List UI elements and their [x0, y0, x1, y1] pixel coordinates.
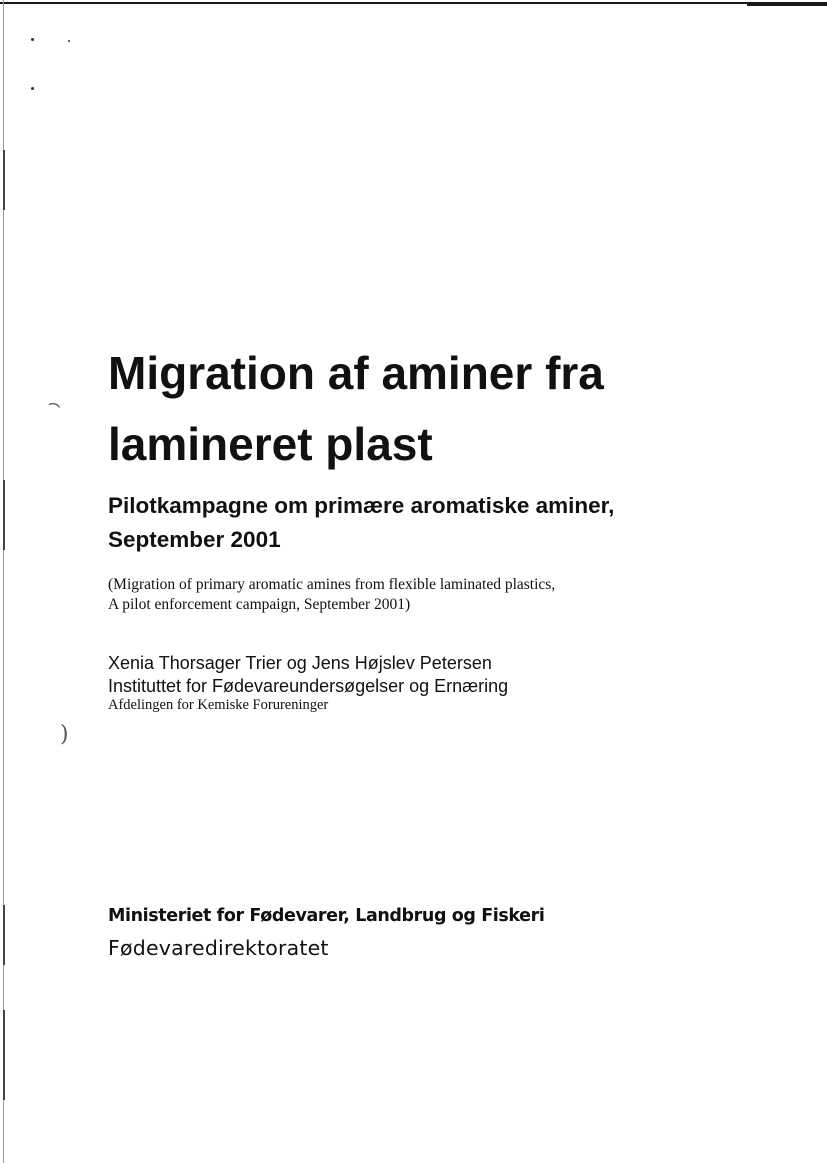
- english-title: [108, 575, 808, 615]
- scan-left-edge-shadow: [3, 905, 5, 965]
- title-line: Migration af aminer fra: [108, 347, 604, 399]
- scan-top-border-thick: [747, 2, 827, 6]
- subtitle-line: Pilotkampagne om primære aromatiske aminer,: [108, 493, 615, 518]
- scan-left-edge-shadow: [3, 1010, 5, 1100]
- department: [108, 696, 808, 714]
- document-subtitle: [108, 489, 808, 557]
- author-block: [108, 652, 808, 698]
- subtitle-line: September 2001: [108, 527, 281, 552]
- ministry: [108, 903, 808, 929]
- scan-speck: [31, 87, 34, 90]
- punch-hole-mark: ◝: [46, 395, 66, 422]
- directorate: [108, 933, 808, 963]
- scan-left-edge-shadow: [3, 150, 5, 210]
- department-name: Afdelingen for Kemiske Forureninger: [108, 697, 329, 713]
- title-line: lamineret plast: [108, 418, 433, 470]
- english-title-line: A pilot enforcement campaign, September 2001): [108, 596, 411, 613]
- authors: Xenia Thorsager Trier og Jens Højslev Petersen: [108, 653, 492, 673]
- ministry-name: Ministeriet for Fødevarer, Landbrug og Fiskeri: [108, 906, 545, 926]
- punch-hole-mark: ): [60, 722, 69, 747]
- scan-left-edge-shadow: [3, 480, 5, 550]
- scan-speck: [31, 38, 34, 41]
- directorate-name: Fødevaredirektoratet: [108, 936, 329, 960]
- scan-speck: [68, 40, 70, 42]
- document-title: [108, 338, 788, 480]
- english-title-line: (Migration of primary aromatic amines from flexible laminated plastics,: [108, 576, 556, 593]
- scan-top-border: [0, 2, 827, 4]
- institute: Instituttet for Fødevareundersøgelser og Ernæring: [108, 676, 509, 696]
